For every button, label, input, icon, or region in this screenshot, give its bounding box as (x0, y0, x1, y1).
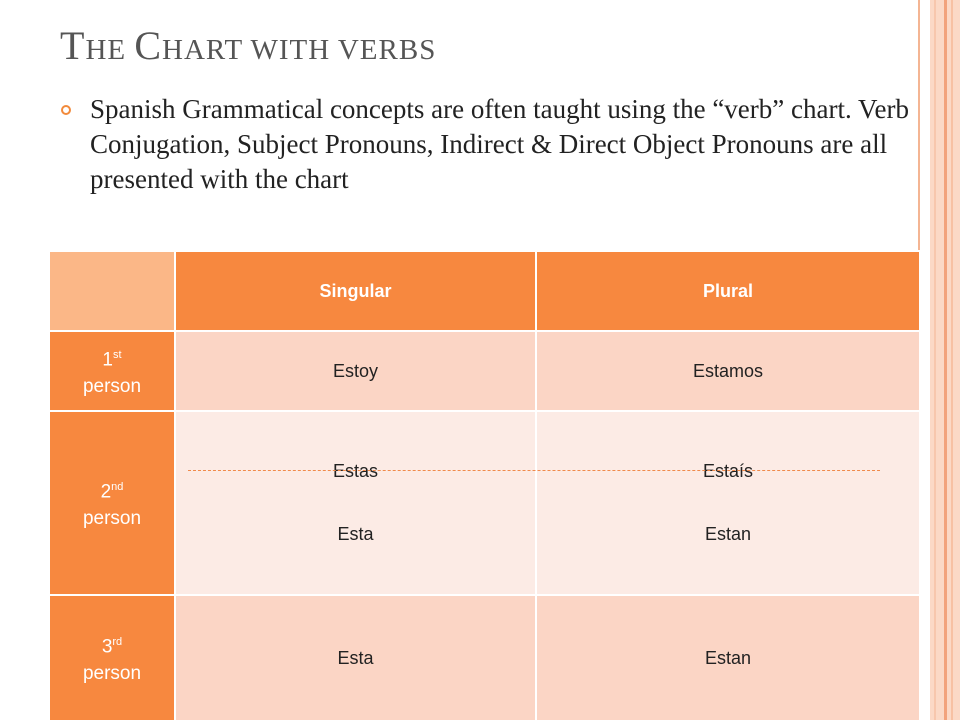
header-row (49, 251, 920, 331)
title-rest: HE (85, 34, 135, 66)
person-label: person (82, 508, 142, 530)
person-number: 3 (101, 636, 113, 658)
right-stripe (934, 0, 936, 720)
row-header-first-person (49, 331, 175, 411)
ordinal-suffix: rd (112, 635, 123, 648)
plural-form-formal: Estan (704, 524, 752, 544)
table-row (49, 595, 920, 721)
verb-chart-table (48, 250, 921, 722)
table-row (49, 411, 920, 595)
plural-cell: Estamos (536, 331, 920, 411)
plural-cell (536, 411, 920, 595)
bullet-text: Spanish Grammatical concepts are often taught using the “verb” chart. Verb Conjugation, Subject Pronouns, Indirect & Direct Object Pronouns are all presented with the chart (90, 94, 909, 194)
ordinal-suffix: st (113, 348, 122, 361)
plural-cell: Estan (536, 595, 920, 721)
slide-title (60, 22, 436, 69)
bullet-item (60, 92, 910, 197)
title-cap: T (60, 23, 86, 68)
person-number: 2 (100, 481, 112, 503)
title-rest: HART WITH VERBS (162, 34, 437, 66)
row-header-third-person (49, 595, 175, 721)
plural-form-informal: Estaís (702, 461, 754, 481)
plural-header: Plural (536, 251, 920, 331)
person-label: person (82, 663, 142, 685)
singular-cell: Estoy (175, 331, 536, 411)
table-row (49, 331, 920, 411)
corner-header-cell (49, 251, 175, 331)
title-cap: C (134, 23, 163, 68)
bullet-circle-icon (61, 105, 71, 115)
singular-cell (175, 411, 536, 595)
person-label: person (82, 376, 142, 398)
right-stripe (944, 0, 947, 720)
right-stripe (951, 0, 953, 720)
ordinal-suffix: nd (111, 480, 124, 493)
dashed-divider-line (188, 470, 880, 471)
singular-header: Singular (175, 251, 536, 331)
singular-form-formal: Esta (337, 524, 374, 544)
row-header-second-person (49, 411, 175, 595)
singular-form-informal: Estas (332, 461, 379, 481)
person-number: 1 (102, 349, 113, 371)
singular-cell: Esta (175, 595, 536, 721)
